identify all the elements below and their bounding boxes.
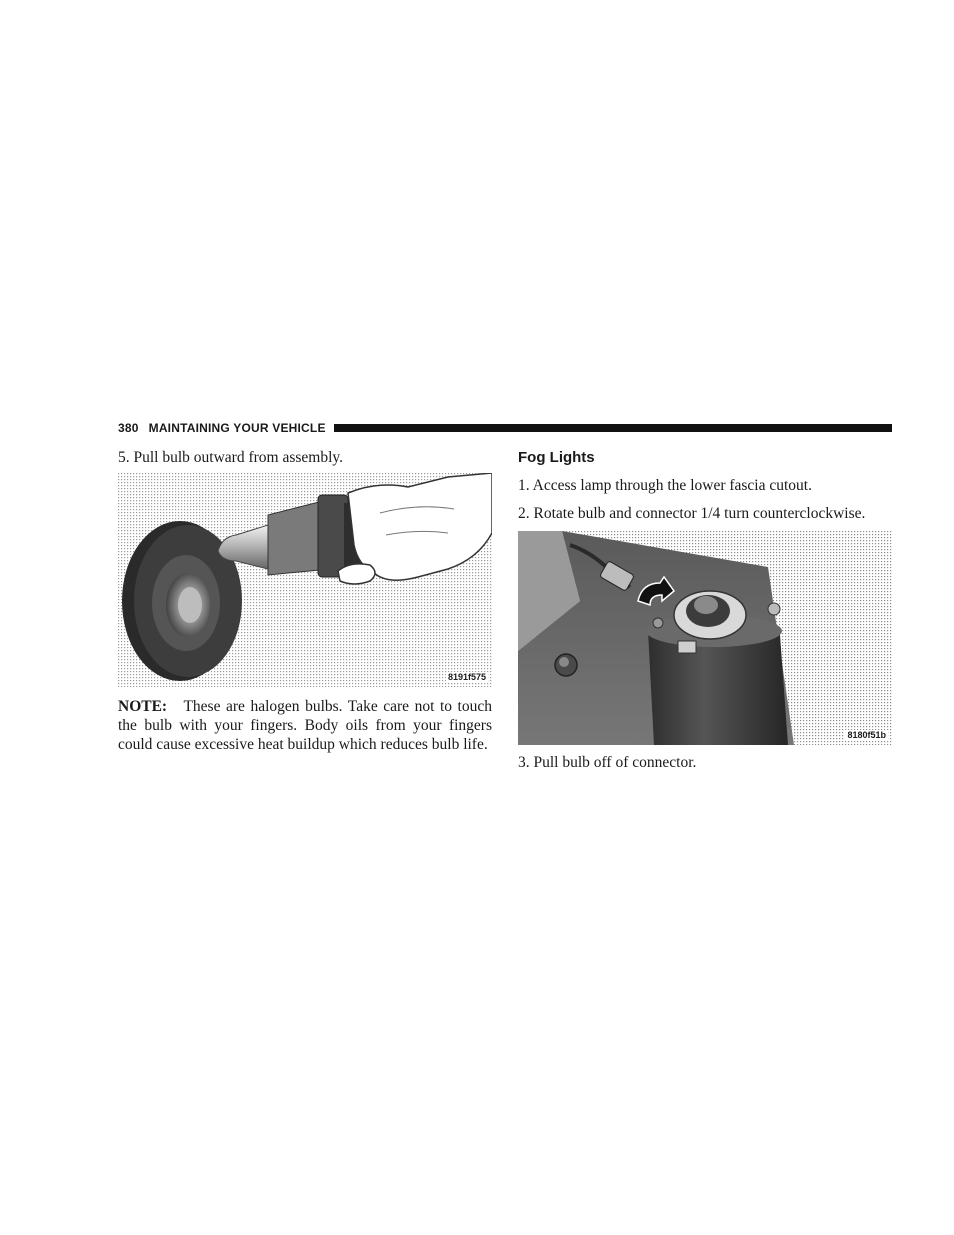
- step-2: 2. Rotate bulb and connector 1/4 turn counterclockwise.: [518, 505, 866, 522]
- step-1: 1. Access lamp through the lower fascia cutout.: [518, 477, 812, 494]
- page-header: [118, 420, 892, 436]
- right-column: [518, 448, 892, 772]
- left-column: [118, 448, 492, 754]
- bulb-removal-drawing: [118, 473, 492, 687]
- note-text: These are halogen bulbs. Take care not to touch the bulb with your fingers. Body oils from your fingers could cause excessive heat buildup which reduces bulb life.: [118, 698, 492, 753]
- figure-code: 8191f575: [447, 672, 486, 682]
- fog-lamp-drawing: [518, 531, 892, 745]
- header-rule: [334, 424, 892, 432]
- note-label: NOTE:: [118, 698, 168, 715]
- fog-lights-heading: Fog Lights: [518, 449, 595, 466]
- figure-code: 8180f51b: [847, 730, 886, 740]
- section-title: MAINTAINING YOUR VEHICLE: [148, 421, 326, 435]
- bulb-removal-illustration: [118, 473, 492, 687]
- step-5: 5. Pull bulb outward from assembly.: [118, 449, 344, 466]
- fog-lamp-illustration: [518, 531, 892, 745]
- note-paragraph: [118, 697, 492, 754]
- step-3: 3. Pull bulb off of connector.: [518, 754, 697, 771]
- page-number: 380: [118, 421, 139, 435]
